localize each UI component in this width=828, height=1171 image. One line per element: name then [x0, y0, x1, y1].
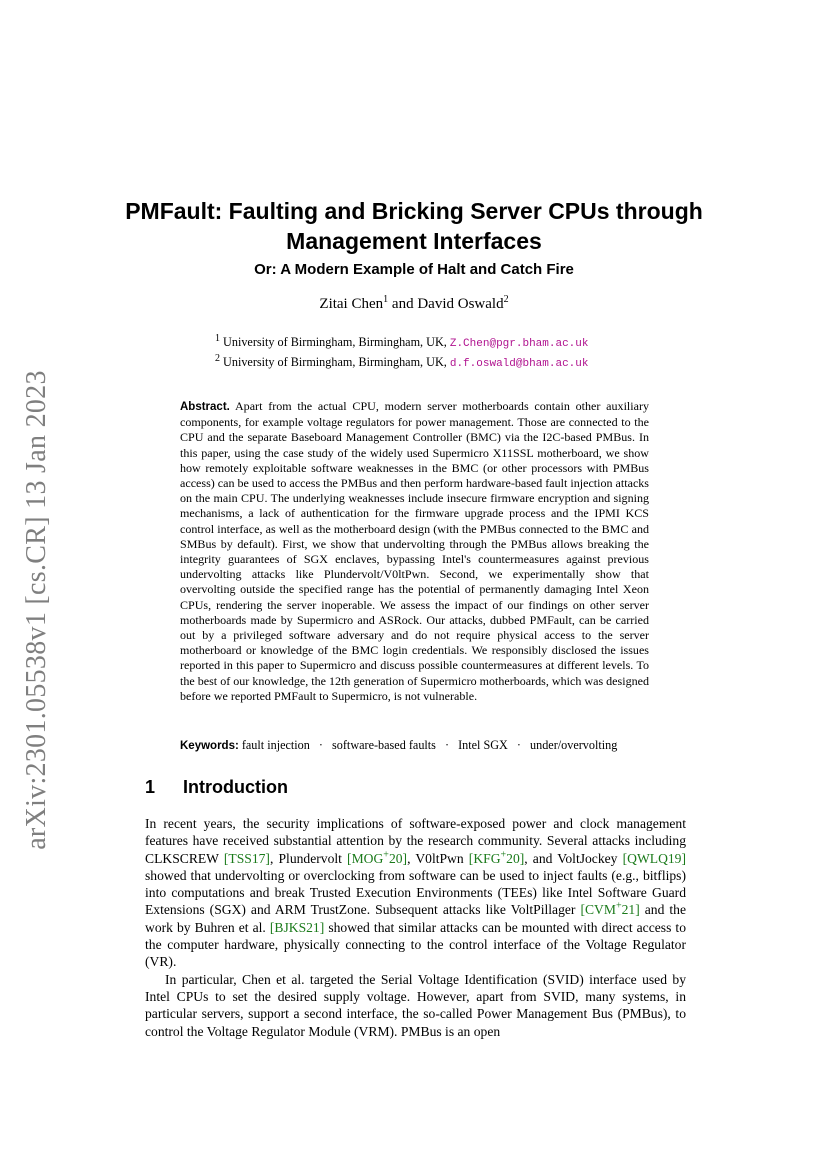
paragraph-text: , Plundervolt — [269, 850, 348, 866]
affiliation-text: University of Birmingham, Birmingham, UK, — [223, 355, 447, 369]
abstract — [180, 399, 649, 704]
author-affiliation-marker: 2 — [503, 294, 509, 305]
affiliation-text: University of Birmingham, Birmingham, UK, — [223, 335, 447, 349]
keyword: under/overvolting — [530, 738, 618, 752]
author-connector: and — [391, 296, 414, 312]
author-list — [100, 296, 728, 313]
keywords-label: Keywords: — [180, 740, 239, 752]
citation-link[interactable]: [CVM+21] — [580, 900, 640, 918]
keyword-separator: · — [318, 738, 323, 752]
citation-link[interactable]: [MOG+20] — [347, 849, 408, 866]
author-affiliation-marker: 1 — [383, 294, 389, 305]
citation-link[interactable]: [QWLQ19] — [622, 850, 687, 866]
keyword: Intel SGX — [458, 738, 508, 752]
paragraph-text: showed that undervolting or overclocking from software can be used to inject faults (e.g., bitflips) into computations and break Trusted Execution Environments (TEEs) like Intel Software Guard Extensions (SGX) and ARM TrustZone. Subsequent attacks like VoltPillager — [145, 867, 686, 918]
abstract-text: Apart from the actual CPU, modern server motherboards contain other auxiliary components, for example voltage regulators for power management. Those are connected to the CPU and the separate Baseboard Management Controller (BMC) via the I2C-based PMBus. In this paper, using the case study of the widely used Supermicro X11SSL motherboard, we show how remotely exploitable software weaknesses in the BMC (or other processors with PMBus access) can be used to access the PMBus and then perform hardware-based fault injection attacks on the main CPU. The underlying weaknesses include insecure firmware encryption and signing mechanisms, a lack of authentication for the firmware upgrade process and the IPMI KCS control interface, as well as the motherboard design (with the PMBus connected to the BMC and SMBus by default). First, we show that undervolting through the PMBus allows breaking the integrity guarantees of SGX enclaves, bypassing Intel's countermeasures against previous undervolting attacks like Plundervolt/V0ltPwn. Second, we experimentally show that overvolting outside the specified range has the potential of permanently damaging Intel Xeon CPUs, rendering the server inoperable. We assess the impact of our findings on other server motherboards made by Supermicro and ASRock. Our attacks, dubbed PMFault, can be carried out by a privileged software adversary and do not require physical access to the server motherboard or knowledge of the BMC login credentials. We responsibly disclosed the issues reported in this paper to Supermicro and discuss possible countermeasures at different levels. To the best of our knowledge, the 12th generation of Supermicro motherboards, which was designed before we reported PMFault to Supermicro, is not vulnerable. — [180, 399, 649, 703]
paragraph: In particular, Chen et al. targeted the Serial Voltage Identification (SVID) interface used by Intel CPUs to set the desired supply voltage. However, apart from SVID, many systems, in particular servers, support a second interface, the so-called Power Management Bus (PMBus), to control the Voltage Regulator Module (VRM). PMBus is an open — [145, 971, 686, 1039]
affiliation-marker: 2 — [215, 352, 220, 364]
arxiv-identifier-stamp: arXiv:2301.05538v1 [cs.CR] 13 Jan 2023 — [21, 370, 52, 850]
paragraph-text: , V0ltPwn — [407, 850, 469, 866]
author-name: David Oswald — [417, 296, 504, 312]
section-title: Introduction — [183, 777, 288, 797]
affiliation-line — [215, 333, 588, 353]
keywords — [180, 738, 617, 753]
citation-link[interactable]: [BJKS21] — [269, 919, 325, 935]
paragraph-text: In recent years, the security implications of software-exposed power and clock management features have received substantial attention by the research community. Several attacks including CLKSCREW — [145, 816, 686, 866]
keyword-separator: · — [444, 738, 450, 752]
affiliation-line — [215, 353, 588, 373]
keyword: fault injection — [241, 738, 310, 752]
paper-subtitle: Or: A Modern Example of Halt and Catch Fire — [254, 261, 574, 278]
paragraph-text: and the work by Buhren et al. — [145, 902, 686, 935]
section-number: 1 — [145, 777, 156, 797]
keyword-separator: · — [516, 738, 521, 752]
abstract-label: Abstract. — [180, 401, 230, 413]
email-link[interactable]: d.f.oswald@bham.ac.uk — [449, 358, 589, 370]
affiliations — [215, 333, 588, 373]
author-name: Zitai Chen — [319, 296, 384, 312]
title-block — [100, 196, 728, 313]
section-heading — [145, 777, 288, 798]
paper-title: PMFault: Faulting and Bricking Server CPUs through Management Interfaces — [125, 198, 703, 254]
paragraph — [145, 815, 686, 971]
introduction-body — [145, 815, 686, 1040]
citation-link[interactable]: [TSS17] — [223, 850, 270, 866]
paragraph-text: , and VoltJockey — [524, 850, 623, 866]
keyword: software-based faults — [332, 738, 436, 752]
affiliation-marker: 1 — [215, 332, 220, 344]
paragraph-text: showed that similar attacks can be mounted with direct access to the computer hardware, physically connecting to the control interface of the Voltage Regulator (VR). — [145, 919, 686, 970]
citation-link[interactable]: [KFG+20] — [468, 849, 525, 866]
email-link[interactable]: Z.Chen@pgr.bham.ac.uk — [449, 338, 589, 350]
